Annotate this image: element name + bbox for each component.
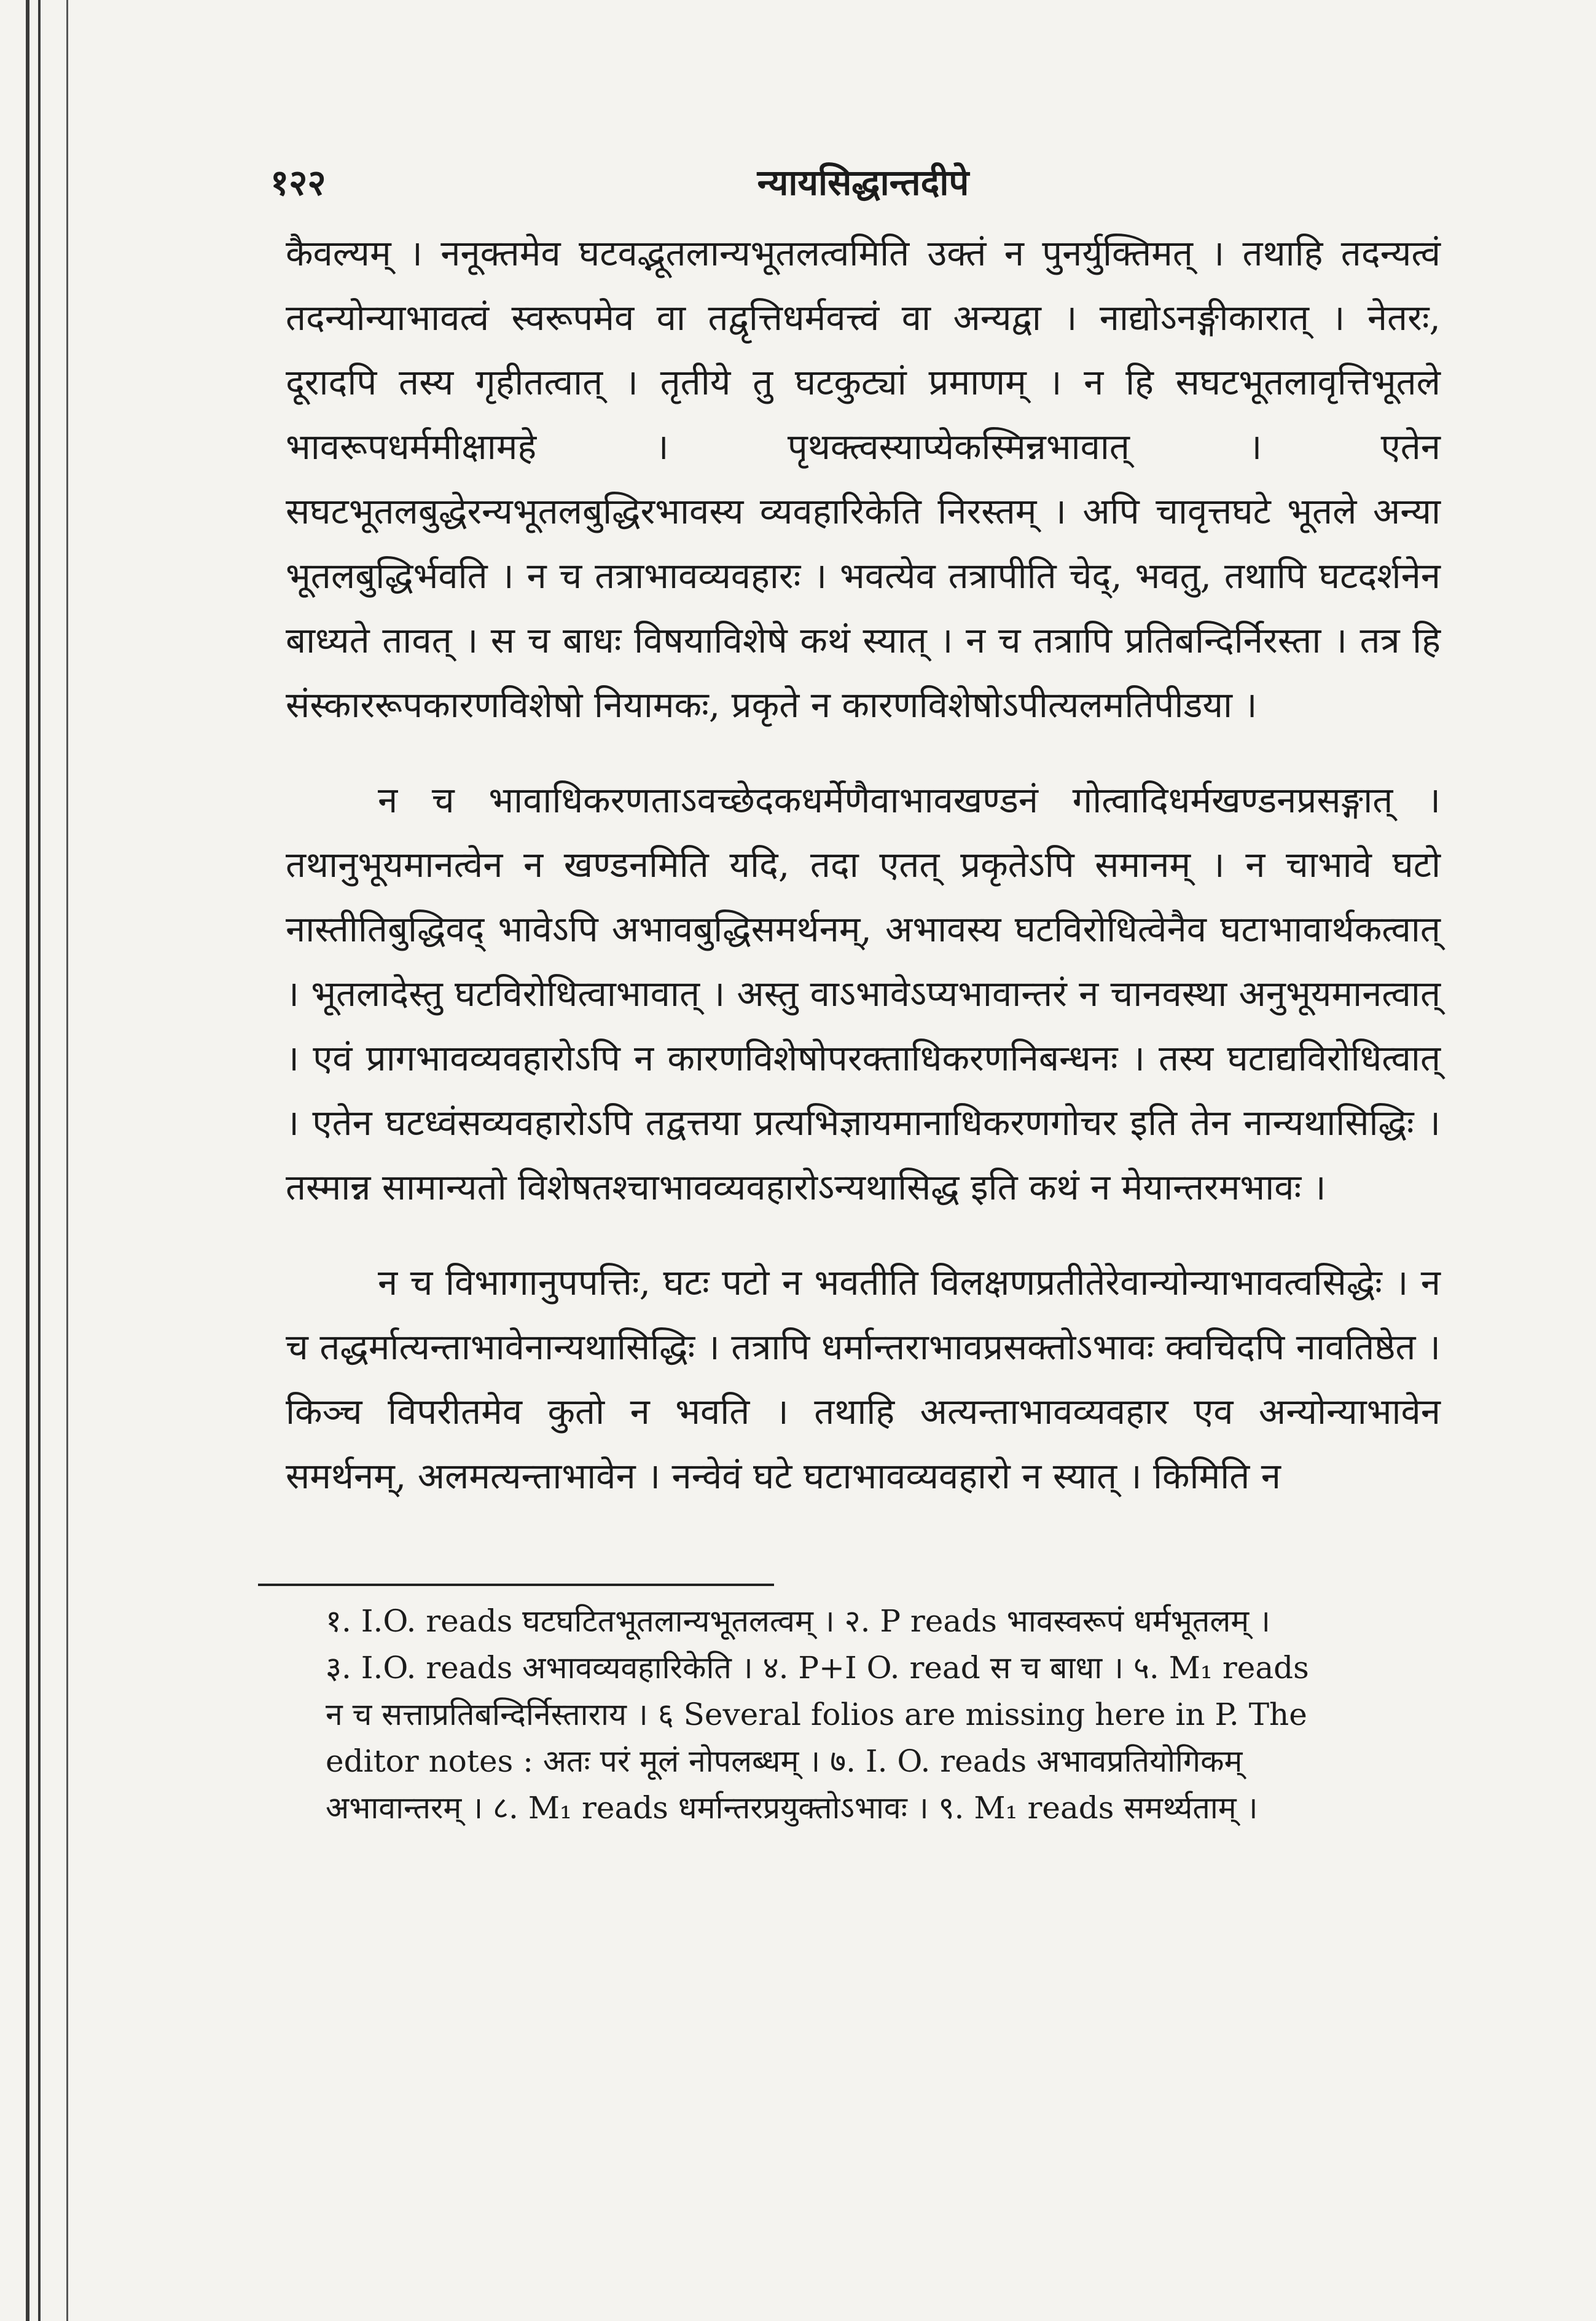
paragraph-1: कैवल्यम् । ननूक्तमेव घटवद्भूतलान्यभूतलत्वमिति उक्तं न पुनर्युक्तिमत् । तथाहि तदन्यत्वं तदन्योन्याभावत्वं स्वरूपमेव वा तद्वृत्तिधर्मवत्त्वं वा अन्यद्वा । नाद्योऽनङ्गीकारात् । नेतरः, दूरादपि तस्य गृहीतत्वात् । तृतीये तु घटकुट्यां प्रमाणम् । न हि सघटभूतलावृत्तिभूतले भावरूपधर्ममीक्षामहे । पृथक्त्वस्याप्येकस्मिन्नभावात् । एतेन सघटभूतलबुद्धेरन्यभूतलबुद्धिरभावस्य व्यवहारिकेति निरस्तम् । अपि चावृत्तघटे भूतले अन्या भूतलबुद्धिर्भवति । न च तत्राभावव्यवहारः । भवत्येव तत्रापीति चेद्, भवतु, तथापि घटदर्शनेन बाध्यते तावत् । स च बाधः विषयाविशेषे कथं स्यात् । न च तत्रापि प्रतिबन्दिर्निरस्ता । तत्र हि संस्काररूपकारणविशेषो नियामकः, प्रकृते न कारणविशेषोऽपीत्यलमतिपीडया । [286, 232, 1441, 726]
binding-edge-line-1 [26, 0, 29, 2321]
running-title: न्यायसिद्धान्तदीपे [757, 162, 969, 203]
footnote-rule [258, 1584, 774, 1586]
page-header [270, 157, 1456, 212]
footnote-line: editor notes : अतः परं मूलं नोपलब्धम् । ७. I. O. reads अभावप्रतियोगिकम् [326, 1743, 1243, 1779]
main-text [286, 221, 1441, 1509]
paragraph-2: न च भावाधिकरणताऽवच्छेदकधर्मेणैवाभावखण्डनं गोत्वादिधर्मखण्डनप्रसङ्गात् । तथानुभूयमानत्वेन न खण्डनमिति यदि, तदा एतत् प्रकृतेऽपि समानम् । न चाभावे घटो नास्तीतिबुद्धिवद् भावेऽपि अभावबुद्धिसमर्थनम्, अभावस्य घटविरोधित्वेनैव घटाभावार्थकत्वात् । भूतलादेस्तु घटविरोधित्वाभावात् । अस्तु वाऽभावेऽप्यभावान्तरं न चानवस्था अनुभूयमानत्वात् । एवं प्रागभावव्यवहारोऽपि न कारणविशेषोपरक्ताधिकरणनिबन्धनः । तस्य घटाद्यविरोधित्वात् । एतेन घटध्वंसव्यवहारोऽपि तद्वत्तया प्रत्यभिज्ञायमानाधिकरणगोचर इति तेन नान्यथासिद्धिः । तस्मान्न सामान्यतो विशेषतश्चाभावव्यवहारोऽन्यथासिद्ध इति कथं न मेयान्तरमभावः । [286, 779, 1441, 1208]
page-number: १२२ [270, 162, 326, 203]
footnote-line: अभावान्तरम् । ८. M₁ reads धर्मान्तरप्रयुक्तोऽभावः । ९. M₁ reads समर्थ्यताम् । [326, 1790, 1258, 1826]
footnotes [326, 1598, 1444, 1831]
paragraph-3: न च विभागानुपपत्तिः, घटः पटो न भवतीति विलक्षणप्रतीतेरेवान्योन्याभावत्वसिद्धेः । न च तद्धर्मात्यन्ताभावेनान्यथासिद्धिः । तत्रापि धर्मान्तराभावप्रसक्तोऽभावः क्वचिदपि नावतिष्ठेत । किञ्च विपरीतमेव कुतो न भवति । तथाहि अत्यन्ताभावव्यवहार एव अन्योन्याभावेन समर्थनम्, अलमत्यन्ताभावेन । नन्वेवं घटे घटाभावव्यवहारो न स्यात् । किमिति न [286, 1262, 1441, 1497]
footnote-line: १. I.O. reads घटघटितभूतलान्यभूतलत्वम् । २. P reads भावस्वरूपं धर्मभूतलम् । [326, 1603, 1270, 1639]
footnote-line: न च सत्ताप्रतिबन्दिर्निस्ताराय । ६ Several folios are missing here in P. The [326, 1697, 1307, 1732]
footnote-line: ३. I.O. reads अभावव्यवहारिकेति । ४. P+I O. read स च बाधा । ५. M₁ reads [326, 1650, 1309, 1686]
binding-edge-line-3 [66, 0, 68, 2321]
binding-edge-line-2 [38, 0, 41, 2321]
